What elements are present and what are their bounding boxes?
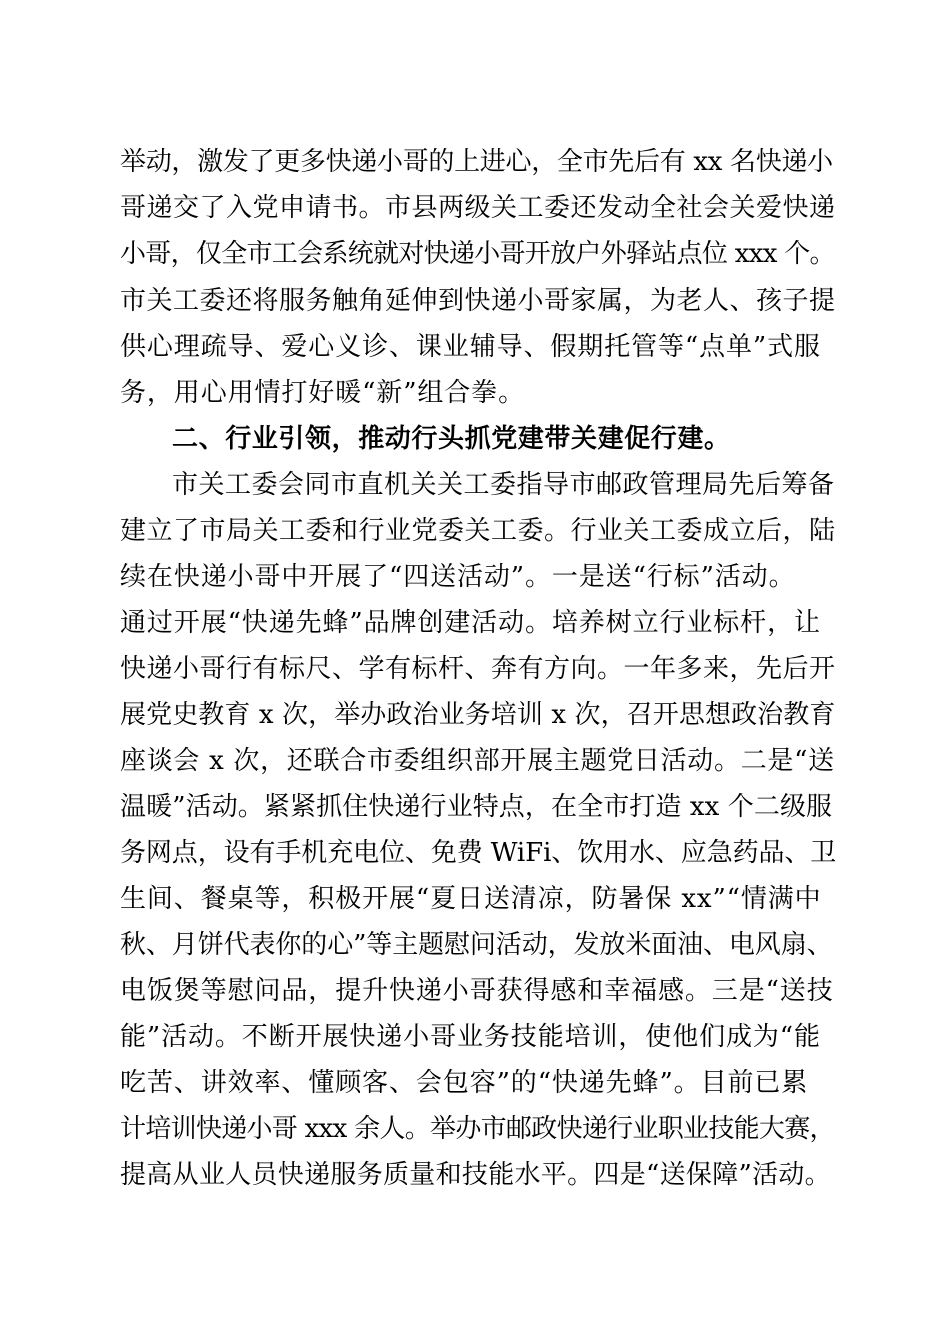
text-line: 市关工委还将服务触角延伸到快递小哥家属，为老人、孩子提: [120, 286, 836, 316]
text-line: 计培训快递小哥 xxx 余人。举办市邮政快递行业职业技能大赛，: [120, 1114, 835, 1144]
section-heading: 二、行业引领，推动行头抓党建带关建促行建。: [172, 424, 731, 454]
text-line: 供心理疏导、爱心义诊、课业辅导、假期托管等“点单”式服: [120, 332, 821, 362]
text-line: 座谈会 x 次，还联合市委组织部开展主题党日活动。二是“送: [120, 746, 835, 776]
text-line: 务网点，设有手机充电位、免费 WiFi、饮用水、应急药品、卫: [120, 838, 837, 868]
text-line: 生间、餐桌等，积极开展“夏日送清凉，防暑保 xx”“情满中: [120, 884, 822, 914]
text-line: 续在快递小哥中开展了“四送活动”。一是送“行标”活动。: [120, 562, 796, 592]
text-line: 建立了市局关工委和行业党委关工委。行业关工委成立后，陆: [120, 516, 836, 546]
text-line: 展党史教育 x 次，举办政治业务培训 x 次，召开思想政治教育: [120, 700, 836, 730]
text-line: 市关工委会同市直机关关工委指导市邮政管理局先后筹备: [172, 470, 835, 500]
text-line: 秋、月饼代表你的心”等主题慰问活动，发放米面油、电风扇、: [120, 930, 833, 960]
text-line: 温暖”活动。紧紧抓住快递行业特点，在全市打造 xx 个二级服: [120, 792, 833, 822]
text-line: 电饭煲等慰问品，提升快递小哥获得感和幸福感。三是“送技: [120, 976, 834, 1006]
text-line: 哥递交了入党申请书。市县两级关工委还发动全社会关爱快递: [120, 193, 836, 223]
text-line: 能”活动。不断开展快递小哥业务技能培训，使他们成为“能: [120, 1022, 821, 1052]
text-line: 提高从业人员快递服务质量和技能水平。四是“送保障”活动。: [120, 1160, 831, 1190]
text-line: 快递小哥行有标尺、学有标杆、奔有方向。一年多来，先后开: [120, 654, 836, 684]
text-line: 举动，激发了更多快递小哥的上进心，全市先后有 xx 名快递小: [120, 147, 833, 177]
text-line: 通过开展“快递先蜂”品牌创建活动。培养树立行业标杆，让: [120, 608, 821, 638]
text-line: 小哥，仅全市工会系统就对快递小哥开放户外驿站点位 xxx 个。: [120, 239, 835, 269]
text-line: 吃苦、讲效率、懂顾客、会包容”的“快递先蜂”。目前已累: [120, 1068, 809, 1098]
text-line: 务，用心用情打好暖“新”组合拳。: [120, 378, 525, 408]
